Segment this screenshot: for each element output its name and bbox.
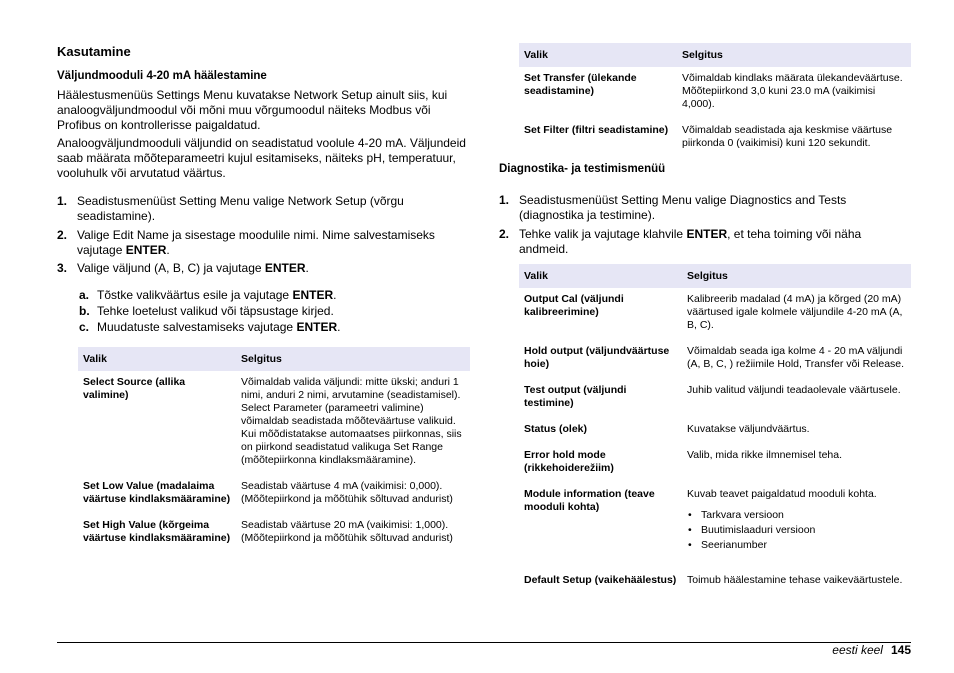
option-name: Output Cal (väljundi kalibreerimine) [524,293,624,318]
page-number: 145 [890,643,911,657]
column-header: Selgitus [677,43,911,67]
page-footer [832,643,911,657]
table-row [78,475,470,514]
table-row [519,483,911,562]
output-settings-table [78,347,470,553]
step-1: 1. Seadistusmenüüst Setting Menu valige Diagnostics and Tests (diagnostika ja testimine). [499,193,847,222]
table-row [519,379,911,418]
subsection-heading: Diagnostika- ja testimismenüü [499,163,666,175]
section-heading: Kasutamine [57,44,131,59]
option-name: Default Setup (vaikehäälestus) [524,574,677,586]
option-description: Juhib valitud väljundi teadaolevale väärtusele. [687,384,901,396]
option-description: Toimub häälestamine tehase vaikeväärtustele. [687,574,903,586]
option-description [682,483,911,562]
option-description-text: Kuvab teavet paigaldatud mooduli kohta. [687,488,877,500]
table-row [519,444,911,483]
option-name: Set Filter (filtri seadistamine) [524,124,669,136]
table-row [519,418,911,444]
table-header-row [78,347,470,371]
table-row [78,371,470,475]
intro-paragraph: Häälestusmenüüs Settings Menu kuvatakse Network Setup ainult siis, kui analoogväljundmoodul või mõni muu võrgumoodul näiteks Modbus või Profibus on kontrollerisse paigaldatud. [57,88,448,132]
list-item: • Tarkvara versioon [687,509,907,522]
list-item: • Seerianumber [687,539,907,552]
table-header-row [519,43,911,67]
footer-language: eesti keel [832,643,883,657]
table-row [519,288,911,340]
column-header: Valik [519,264,682,288]
table-row [519,67,911,119]
substep-b: b. Tehke loetelust valikud või täpsustage kirjed. [79,304,334,318]
column-header: Selgitus [236,347,470,371]
option-name: Status (olek) [524,423,588,435]
table-row [519,340,911,379]
option-name: Select Source (allika valimine) [83,376,186,401]
table-header-row [519,264,911,288]
option-description: Võimaldab seada iga kolme 4 - 20 mA väljundi (A, B, C, ) režiimile Hold, Transfer või Release. [687,345,905,370]
step-2: 2. Valige Edit Name ja sisestage moodulile nimi. Nime salvestamiseks vajutage ENTER. [57,228,435,257]
option-description: Võimaldab seadistada aja keskmise väärtuse piirkonda 0 (vaikimisi) kuni 120 sekundit. [682,124,893,149]
footer-divider [57,642,911,643]
option-name: Set Transfer (ülekande seadistamine) [524,72,637,97]
option-name: Test output (väljundi testimine) [524,384,627,409]
table-row [519,562,911,595]
option-description: Valib, mida rikke ilmnemisel teha. [687,449,843,461]
option-description: Võimaldab valida väljundi: mitte ükski; anduri 1 nimi, anduri 2 nimi, arvutamine (seadistamisel). Select Parameter (parameetri valimine) võimaldab seadistada mõõteväärtuse valikuid. Kui mõõdistatakse automaatses piirkonnas, siis on piirkond seadistatud valikuga Set Range (mõõtepiirkonna kindlaksmääramine). [241,376,462,466]
column-header: Valik [519,43,677,67]
option-description: Seadistab väärtuse 20 mA (vaikimisi: 1,000). (Mõõtepiirkond ja mõõtühik sõltuvad andurist) [241,519,453,544]
substep-c: c. Muudatuste salvestamiseks vajutage ENTER. [79,320,341,334]
list-item: • Buutimislaaduri versioon [687,524,907,537]
option-name: Set Low Value (madalaima väärtuse kindlaksmääramine) [83,480,231,505]
step-1: 1. Seadistusmenüüst Setting Menu valige Network Setup (võrgu seadistamine). [57,194,404,223]
step-2: 2. Tehke valik ja vajutage klahvile ENTER, et teha toiming või näha andmeid. [499,227,862,256]
column-header: Selgitus [682,264,911,288]
option-name: Module information (teave mooduli kohta) [524,488,655,513]
module-info-list [687,509,907,552]
option-description: Kuvatakse väljundväärtus. [687,423,810,435]
column-header: Valik [78,347,236,371]
option-description: Kalibreerib madalad (4 mA) ja kõrged (20 mA) väärtused igale kolmele väljundile 4-20 mA (A, B, C). [687,293,903,331]
info-paragraph: Analoogväljundmooduli väljundid on seadistatud voolule 4-20 mA. Väljundeid saab määrata mõõteparameetri kujul esitamiseks, näiteks pH, temperatuur, vooluhulk või arvutatud väärtus. [57,136,466,180]
option-name: Set High Value (kõrgeima väärtuse kindlaksmääramine) [83,519,231,544]
substep-a: a. Tõstke valikväärtus esile ja vajutage ENTER. [79,288,337,302]
option-name: Error hold mode (rikkehoiderežiim) [524,449,614,474]
diagnostics-table [519,264,911,595]
transfer-settings-table [519,43,911,158]
option-name: Hold output (väljundväärtuse hoie) [524,345,670,370]
table-row [519,119,911,158]
step-3: 3. Valige väljund (A, B, C) ja vajutage ENTER. [57,261,309,275]
option-description: Võimaldab kindlaks määrata ülekandeväärtuse. Mõõtepiirkond 3,0 kuni 23.0 mA (vaikimisi 4,000). [682,72,903,110]
option-description: Seadistab väärtuse 4 mA (vaikimisi: 0,000). (Mõõtepiirkond ja mõõtühik sõltuvad andurist) [241,480,453,505]
table-row [78,514,470,553]
subsection-heading: Väljundmooduli 4-20 mA häälestamine [57,70,267,82]
